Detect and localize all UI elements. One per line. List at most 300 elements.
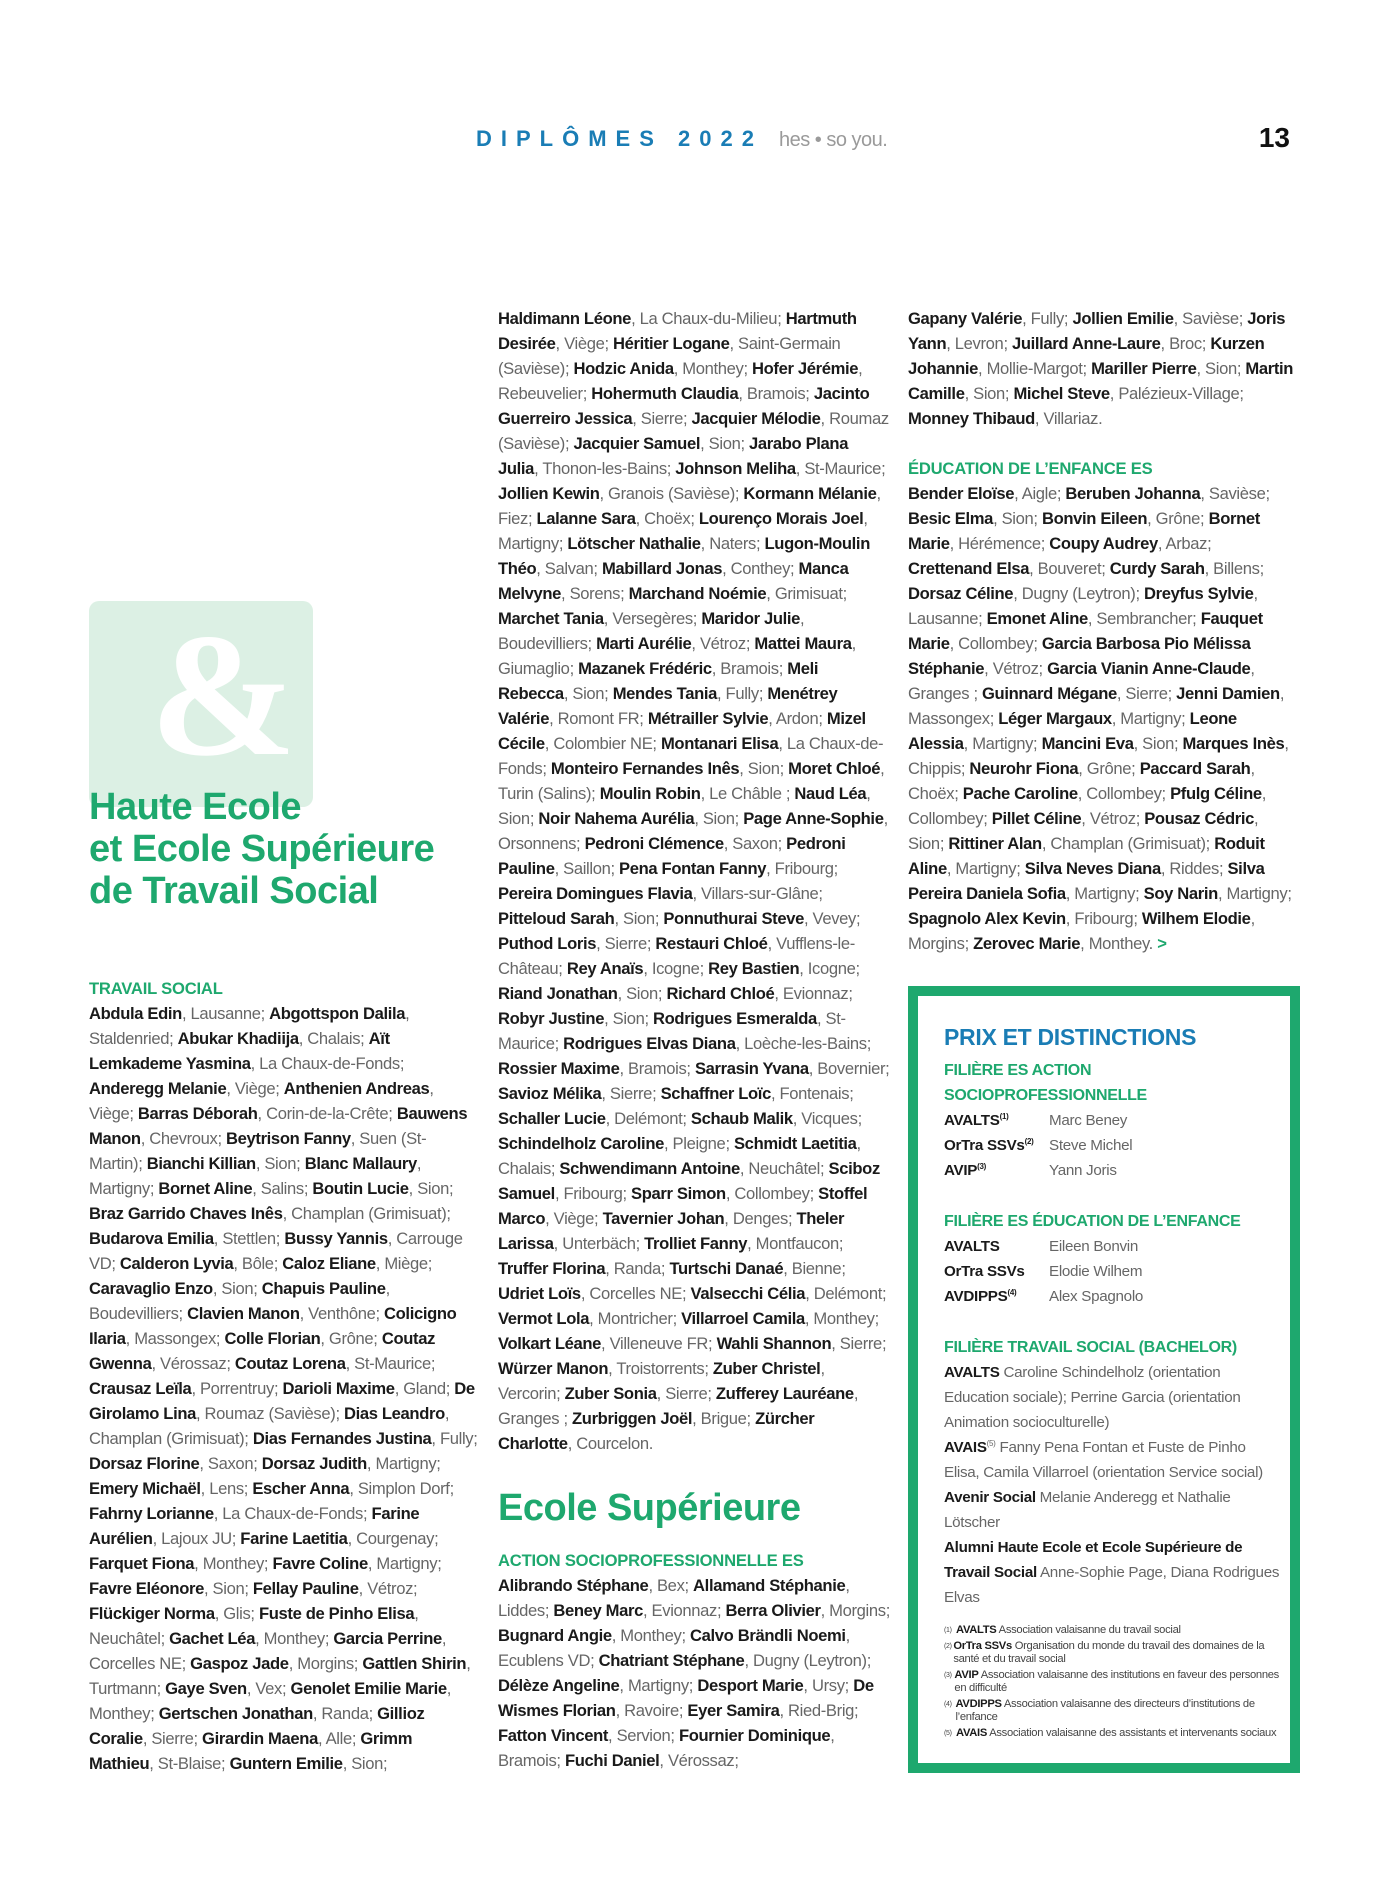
graduate-location: La Chaux-de-Fonds bbox=[259, 1054, 400, 1073]
graduate-location: Fully bbox=[725, 684, 759, 703]
graduate-location: Vex bbox=[255, 1679, 283, 1698]
graduate-location: Sierre bbox=[151, 1729, 194, 1748]
graduate-location: Vétroz bbox=[699, 634, 746, 653]
graduate-location: Morgins bbox=[908, 934, 965, 953]
graduate-location: Sion bbox=[623, 909, 655, 928]
footnote-item bbox=[944, 1727, 1284, 1740]
graduate-name: Jollien Emilie bbox=[1072, 309, 1174, 328]
graduate-location: Villars-sur-Glâne bbox=[701, 884, 819, 903]
graduate-name: Allamand Stéphanie bbox=[693, 1576, 846, 1595]
graduate-location: St-Maurice bbox=[354, 1354, 431, 1373]
graduate-location: Vevey bbox=[812, 909, 856, 928]
graduate-name: Mendes Tania bbox=[612, 684, 718, 703]
graduate-location: Broc bbox=[1169, 334, 1202, 353]
graduate-name: Turtschi Danaé bbox=[669, 1259, 784, 1278]
prize-row bbox=[944, 1158, 1284, 1183]
prix-avalts-entry bbox=[944, 1360, 1284, 1435]
graduate-name: Mattei Maura bbox=[754, 634, 852, 653]
footnote-item bbox=[944, 1669, 1284, 1695]
graduate-location: Troistorrents bbox=[616, 1359, 705, 1378]
graduate-location: Neuchâtel bbox=[89, 1629, 161, 1648]
graduate-name: Emonet Aline bbox=[986, 609, 1088, 628]
prize-winner: Elodie Wilhem bbox=[1049, 1263, 1143, 1280]
graduate-name: Valsecchi Célia bbox=[690, 1284, 806, 1303]
graduate-location: Randa bbox=[613, 1259, 661, 1278]
section-title bbox=[89, 786, 434, 912]
graduate-location: Sierre bbox=[609, 1084, 653, 1103]
graduate-name: Calderon Lyvia bbox=[119, 1254, 234, 1273]
graduate-location: Bramois bbox=[498, 1751, 557, 1770]
graduate-location: Martigny bbox=[498, 534, 559, 553]
graduate-name: Sarrasin Yvana bbox=[694, 1059, 809, 1078]
graduate-name: Martin Camille bbox=[908, 359, 1294, 403]
graduate-location: Champlan (Grimisuat) bbox=[1050, 834, 1206, 853]
graduate-name: Fuste de Pinho Elisa bbox=[258, 1604, 415, 1623]
graduate-name: Silva Neves Diana bbox=[1024, 859, 1161, 878]
graduate-location: Conthey bbox=[730, 559, 791, 578]
graduate-name: Sciboz Samuel bbox=[498, 1159, 880, 1203]
prize-association: AVDIPPS$^{(4)}$ bbox=[944, 1287, 1017, 1305]
graduate-name: Rittiner Alan bbox=[948, 834, 1042, 853]
graduate-location: Lausanne bbox=[190, 1004, 261, 1023]
graduate-location: Roumaz (Savièse) bbox=[498, 409, 889, 453]
graduate-name: Desport Marie bbox=[697, 1676, 804, 1695]
footnote-number: (4) bbox=[944, 1701, 952, 1708]
prize-row bbox=[944, 1133, 1284, 1158]
graduate-name: Fatton Vincent bbox=[498, 1726, 609, 1745]
prix-avalts-text: Caroline Schindelholz (orientation Education sociale); Perrine Garcia (orientation Animation socioculturelle) bbox=[944, 1364, 1241, 1431]
graduate-location: Champlan (Grimisuat) bbox=[291, 1204, 447, 1223]
graduate-location: Fribourg bbox=[1074, 909, 1134, 928]
graduate-location: Saxon bbox=[207, 1454, 254, 1473]
graduate-name: Rossier Maxime bbox=[498, 1059, 620, 1078]
graduate-name: Fellay Pauline bbox=[252, 1579, 359, 1598]
graduate-name: Jacquier Samuel bbox=[573, 434, 701, 453]
graduate-location: Viège bbox=[553, 1209, 595, 1228]
graduate-location: Villeneuve FR bbox=[609, 1334, 709, 1353]
graduate-name: Garcia Perrine bbox=[333, 1629, 442, 1648]
graduate-name: Fuchi Daniel bbox=[564, 1751, 660, 1770]
graduate-location: Naters bbox=[709, 534, 756, 553]
graduate-location: Salins bbox=[260, 1179, 304, 1198]
prix-avais-text: Fanny Pena Fontan et Fuste de Pinho Elisa, Camila Villarroel (orientation Service social) bbox=[944, 1439, 1263, 1481]
graduate-location: Colombier NE bbox=[553, 734, 653, 753]
graduate-location: Turin (Salins) bbox=[498, 784, 592, 803]
graduate-name: Truffer Florina bbox=[498, 1259, 606, 1278]
footnote-text: Organisation du monde du travail des domaines de la santé et du travail social bbox=[953, 1640, 1265, 1665]
graduate-location: Courgenay bbox=[356, 1529, 435, 1548]
footnote-item bbox=[944, 1624, 1284, 1637]
graduate-name: Fahrny Lorianne bbox=[89, 1504, 214, 1523]
graduate-location: Collombey bbox=[908, 809, 984, 828]
graduate-name: Naud Léa bbox=[794, 784, 867, 803]
graduate-name: Haldimann Léone bbox=[498, 309, 632, 328]
graduate-name: Mariller Pierre bbox=[1091, 359, 1197, 378]
graduate-location: Vérossaz bbox=[159, 1354, 227, 1373]
graduate-name: Gaye Sven bbox=[165, 1679, 247, 1698]
graduate-name: Kurzen Johannie bbox=[908, 334, 1265, 378]
graduate-name: Meli Rebecca bbox=[498, 659, 819, 703]
graduate-location: Miège bbox=[384, 1254, 428, 1273]
graduate-name: Jollien Kewin bbox=[498, 484, 600, 503]
graduate-name: Aït Lemkademe Yasmina bbox=[89, 1029, 390, 1073]
prix-ede-rows bbox=[944, 1234, 1284, 1309]
graduate-location: Fribourg bbox=[563, 1184, 623, 1203]
graduate-name: Garcia Vianin Anne-Claude bbox=[1047, 659, 1251, 678]
graduate-name: Zerovec Marie bbox=[973, 934, 1081, 953]
graduate-name: Beytrison Fanny bbox=[226, 1129, 351, 1148]
graduate-location: Martigny bbox=[376, 1554, 438, 1573]
footnotes bbox=[944, 1624, 1284, 1740]
graduate-location: Choëx bbox=[644, 509, 691, 528]
graduate-name: De Wismes Florian bbox=[498, 1676, 874, 1720]
graduate-location: Sion bbox=[708, 434, 741, 453]
graduate-name: Coutaz Gwenna bbox=[89, 1329, 436, 1373]
graduate-location: Corcelles NE bbox=[589, 1284, 682, 1303]
graduate-location: Villariaz bbox=[1043, 409, 1099, 428]
graduate-name: Menétrey Valérie bbox=[498, 684, 838, 728]
graduate-name: Dorsaz Florine bbox=[89, 1454, 200, 1473]
column-3 bbox=[908, 306, 1298, 956]
graduate-location: Vercorin bbox=[498, 1384, 557, 1403]
graduate-location: Chippis bbox=[908, 759, 961, 778]
graduate-name: Boutin Lucie bbox=[312, 1179, 409, 1198]
graduate-name: Anthenien Andreas bbox=[283, 1079, 430, 1098]
prix-asp-heading: FILIÈRE ES ACTION SOCIOPROFESSIONNELLE bbox=[944, 1062, 1147, 1104]
graduate-name: Soy Narin bbox=[1143, 884, 1218, 903]
prix-alumni-text: Anne-Sophie Page, Diana Rodrigues Elvas bbox=[944, 1564, 1280, 1606]
graduate-location: Bramois bbox=[628, 1059, 687, 1078]
graduate-name: Monteiro Fernandes Inês bbox=[550, 759, 740, 778]
graduate-name: Wilhem Elodie bbox=[1141, 909, 1251, 928]
graduate-name: Délèze Angeline bbox=[498, 1676, 620, 1695]
graduate-name: Moret Chloé bbox=[788, 759, 881, 778]
graduate-location: Mollie-Margot bbox=[986, 359, 1083, 378]
graduate-location: Icogne bbox=[807, 959, 856, 978]
graduate-location: Sion bbox=[417, 1179, 450, 1198]
prix-avais-entry bbox=[944, 1435, 1284, 1485]
graduate-location: Sion bbox=[973, 384, 1005, 403]
graduate-location: Sion bbox=[626, 984, 658, 1003]
graduate-name: Chapuis Pauline bbox=[261, 1279, 386, 1298]
graduate-name: Girardin Maena bbox=[202, 1729, 318, 1748]
graduate-location: Collombey bbox=[734, 1184, 810, 1203]
graduate-location: Sion bbox=[908, 834, 940, 853]
graduate-name: Barras Déborah bbox=[137, 1104, 258, 1123]
graduate-name: Pillet Céline bbox=[991, 809, 1082, 828]
graduate-location: Vérossaz bbox=[667, 1751, 735, 1770]
graduate-location: Bramois bbox=[746, 384, 806, 403]
graduate-name: Dorsaz Judith bbox=[261, 1454, 367, 1473]
prix-alumni-entry bbox=[944, 1535, 1284, 1610]
footnote-text: Association valaisanne des directeurs d’institutions de l’enfance bbox=[955, 1698, 1255, 1723]
graduate-name: Dorsaz Céline bbox=[908, 584, 1014, 603]
footnote-number: (3) bbox=[944, 1672, 952, 1679]
graduate-location: Roumaz (Savièse) bbox=[204, 1404, 336, 1423]
graduate-location: Brigue bbox=[700, 1409, 747, 1428]
column-1 bbox=[89, 976, 479, 1776]
graduate-name: Braz Garrido Chaves Inês bbox=[89, 1204, 283, 1223]
prize-winner: Alex Spagnolo bbox=[1049, 1288, 1144, 1305]
graduate-location: Ursy bbox=[811, 1676, 845, 1695]
graduate-name: Page Anne-Sophie bbox=[743, 809, 884, 828]
graduate-name: Wahli Shannon bbox=[716, 1334, 832, 1353]
graduate-location: Billens bbox=[1213, 559, 1260, 578]
graduate-location: Chalais bbox=[498, 1159, 551, 1178]
graduate-name: Guntern Emilie bbox=[229, 1754, 343, 1773]
graduate-location: Levron bbox=[954, 334, 1004, 353]
graduate-location: Lausanne bbox=[908, 609, 979, 628]
graduate-name: Beney Marc bbox=[553, 1601, 643, 1620]
graduate-location: Viège bbox=[234, 1079, 276, 1098]
graduate-location: Massongex bbox=[134, 1329, 216, 1348]
footnote-text: Association valaisanne du travail social bbox=[996, 1624, 1181, 1636]
footnote-ref: (4) bbox=[1007, 1287, 1017, 1297]
graduate-name: Anderegg Melanie bbox=[89, 1079, 227, 1098]
graduate-name: Lugon-Moulin Théo bbox=[498, 534, 870, 578]
graduate-name: Stoffel Marco bbox=[498, 1184, 868, 1228]
graduate-location: Boudevilliers bbox=[498, 634, 588, 653]
prix-avenir-entry bbox=[944, 1485, 1284, 1535]
graduate-location: Courcelon bbox=[576, 1434, 649, 1453]
graduate-name: Berra Olivier bbox=[725, 1601, 821, 1620]
graduate-name: Restauri Chloé bbox=[655, 934, 768, 953]
graduate-name: Caravaglio Enzo bbox=[89, 1279, 213, 1298]
graduate-name: Schaller Lucie bbox=[498, 1109, 606, 1128]
graduate-location: Delémont bbox=[614, 1109, 683, 1128]
graduate-name: Ponnuthurai Steve bbox=[663, 909, 804, 928]
graduate-name: Blanc Mallaury bbox=[304, 1154, 417, 1173]
graduate-name: Guinnard Mégane bbox=[982, 684, 1117, 703]
graduate-location: Salvan bbox=[544, 559, 594, 578]
column-2 bbox=[498, 306, 890, 1773]
graduate-name: Pfulg Céline bbox=[1170, 784, 1262, 803]
graduate-location: Sion bbox=[747, 759, 780, 778]
graduate-location: Bôle bbox=[241, 1254, 274, 1273]
graduate-name: Pousaz Cédric bbox=[1144, 809, 1255, 828]
graduate-location: Liddes bbox=[498, 1601, 545, 1620]
graduate-name: Pena Fontan Fanny bbox=[619, 859, 767, 878]
graduate-location: Icogne bbox=[651, 959, 700, 978]
graduate-name: Favre Coline bbox=[272, 1554, 368, 1573]
graduate-location: Sierre bbox=[665, 1384, 708, 1403]
graduate-location: Bienne bbox=[791, 1259, 842, 1278]
page-number: 13 bbox=[1258, 122, 1290, 153]
graduate-name: Tavernier Johan bbox=[602, 1209, 725, 1228]
graduate-name: Pache Caroline bbox=[962, 784, 1078, 803]
graduate-location: Granges bbox=[498, 1409, 564, 1428]
graduate-name: Lourenço Morais Joel bbox=[698, 509, 864, 528]
graduate-name: Mancini Eva bbox=[1041, 734, 1134, 753]
graduate-name: Udriet Loïs bbox=[498, 1284, 581, 1303]
graduate-name: Zuber Sonia bbox=[564, 1384, 657, 1403]
graduate-name: Rey Anaïs bbox=[566, 959, 644, 978]
graduate-name: Volkart Léane bbox=[498, 1334, 602, 1353]
continue-arrow-icon: > bbox=[1152, 934, 1167, 953]
graduate-name: Puthod Loris bbox=[498, 934, 597, 953]
graduate-name: Rey Bastien bbox=[708, 959, 800, 978]
graduate-name: Gillioz Coralie bbox=[89, 1704, 425, 1748]
graduate-location: Martigny bbox=[1120, 709, 1182, 728]
graduate-location: Saxon bbox=[732, 834, 778, 853]
prize-row bbox=[944, 1234, 1284, 1259]
graduate-name: Bornet Marie bbox=[908, 509, 1260, 553]
header-tagline: hes • so you. bbox=[778, 129, 888, 151]
graduate-name: Pereira Domingues Flavia bbox=[498, 884, 693, 903]
graduate-location: Le Châble bbox=[709, 784, 786, 803]
footnote-number: (5) bbox=[944, 1730, 952, 1737]
graduate-name: Jacinto Guerreiro Jessica bbox=[498, 384, 870, 428]
graduate-name: Caloz Eliane bbox=[282, 1254, 376, 1273]
travail-social-heading: TRAVAIL SOCIAL bbox=[89, 979, 223, 998]
graduate-name: Neurohr Fiona bbox=[969, 759, 1079, 778]
graduate-name: Trolliet Fanny bbox=[644, 1234, 748, 1253]
graduate-name: Gattlen Shirin bbox=[362, 1654, 467, 1673]
graduate-location: Bramois bbox=[720, 659, 779, 678]
graduate-name: Marchet Tania bbox=[498, 609, 604, 628]
graduate-name: Joris Yann bbox=[908, 309, 1286, 353]
prize-association: AVALTS$^{(1)}$ bbox=[944, 1111, 1009, 1129]
graduate-location: Sion bbox=[264, 1154, 297, 1173]
graduate-name: Pedroni Clémence bbox=[584, 834, 724, 853]
prize-association: OrTra SSVs bbox=[944, 1263, 1025, 1280]
graduate-location: Corin-de-la-Crête bbox=[266, 1104, 389, 1123]
graduate-location: Dugny (Leytron) bbox=[752, 1651, 867, 1670]
footnote-number: (1) bbox=[944, 1627, 952, 1634]
graduate-location: Pleigne bbox=[672, 1134, 726, 1153]
graduate-location: Neuchâtel bbox=[748, 1159, 820, 1178]
graduate-name: Budarova Emilia bbox=[89, 1229, 214, 1248]
graduate-name: Mabillard Jonas bbox=[601, 559, 723, 578]
graduate-name: Kormann Mélanie bbox=[743, 484, 877, 503]
graduate-name: Sparr Simon bbox=[631, 1184, 726, 1203]
graduate-name: Darioli Maxime bbox=[282, 1379, 395, 1398]
graduate-location: Fully bbox=[1030, 309, 1064, 328]
graduate-location: Fully bbox=[439, 1429, 474, 1448]
graduate-name: Genolet Emilie Marie bbox=[290, 1679, 447, 1698]
graduate-location: Vétroz bbox=[367, 1579, 414, 1598]
graduate-location: Thonon-les-Bains bbox=[542, 459, 667, 478]
graduate-location: Glis bbox=[223, 1604, 251, 1623]
footnote-abbr: AVIP bbox=[954, 1669, 979, 1681]
graduate-location: La Chaux-de-Fonds bbox=[222, 1504, 364, 1523]
graduate-name: Silva Pereira Daniela Sofia bbox=[908, 859, 1265, 903]
graduate-location: Turtmann bbox=[89, 1679, 157, 1698]
graduate-name: Leone Alessia bbox=[908, 709, 1237, 753]
footnote-ref: (3) bbox=[977, 1161, 987, 1171]
graduate-name: Favre Eléonore bbox=[89, 1579, 204, 1598]
graduate-location: Monthey bbox=[202, 1554, 264, 1573]
prize-winner: Eileen Bonvin bbox=[1049, 1238, 1138, 1255]
graduate-location: Lens bbox=[209, 1479, 244, 1498]
prize-association: OrTra SSVs$^{(2)}$ bbox=[944, 1136, 1034, 1154]
graduate-location: Martigny bbox=[1226, 884, 1288, 903]
graduate-location: Sion bbox=[1001, 509, 1034, 528]
graduate-location: Venthône bbox=[308, 1304, 376, 1323]
graduate-location: Sierre bbox=[1125, 684, 1168, 703]
footnote-number: (2) bbox=[944, 1643, 952, 1650]
graduate-location: Stettlen bbox=[222, 1229, 276, 1248]
graduate-location: Staldenried bbox=[89, 1029, 170, 1048]
graduate-name: Zuber Christel bbox=[712, 1359, 821, 1378]
graduate-name: Bussy Yannis bbox=[284, 1229, 388, 1248]
graduate-location: Sierre bbox=[640, 409, 683, 428]
graduate-location: Vicques bbox=[801, 1109, 858, 1128]
section-title-line: et Ecole Supérieure bbox=[89, 828, 435, 870]
ecole-superieure-title: Ecole Supérieure bbox=[498, 1487, 801, 1529]
graduate-location: Sion bbox=[498, 809, 530, 828]
graduate-name: Lötscher Nathalie bbox=[567, 534, 701, 553]
graduate-location: Sion bbox=[702, 809, 735, 828]
graduate-location: Montfaucon bbox=[755, 1234, 839, 1253]
graduate-location: Servion bbox=[616, 1726, 671, 1745]
graduate-location: Bex bbox=[656, 1576, 685, 1595]
footnote-abbr: AVAIS bbox=[956, 1727, 988, 1739]
graduate-location: Grône bbox=[1155, 509, 1201, 528]
graduate-name: Bender Eloïse bbox=[908, 484, 1015, 503]
graduate-location: Denges bbox=[732, 1209, 788, 1228]
graduate-name: Gachet Léa bbox=[169, 1629, 256, 1648]
prize-association: AVIP$^{(3)}$ bbox=[944, 1161, 987, 1179]
footnote-abbr: AVDIPPS bbox=[955, 1698, 1002, 1710]
graduate-location: Savièse bbox=[1182, 309, 1239, 328]
graduate-location: Dugny (Leytron) bbox=[1021, 584, 1136, 603]
graduate-name: De Girolamo Lina bbox=[89, 1379, 475, 1423]
prix-avenir-text: Melanie Anderegg et Nathalie Lötscher bbox=[944, 1489, 1231, 1531]
graduate-name: Robyr Justine bbox=[498, 1009, 605, 1028]
prize-row bbox=[944, 1284, 1284, 1309]
graduate-location: St-Blaise bbox=[157, 1754, 222, 1773]
graduate-location: Vétroz bbox=[992, 659, 1039, 678]
graduate-location: St-Maurice bbox=[804, 459, 882, 478]
graduate-name: Maridor Julie bbox=[701, 609, 801, 628]
graduate-location: Choëx bbox=[908, 784, 955, 803]
graduate-location: Monthey bbox=[620, 1626, 682, 1645]
graduate-location: Simplon Dorf bbox=[357, 1479, 450, 1498]
graduate-name: Zurbriggen Joël bbox=[572, 1409, 693, 1428]
graduate-name: Chatriant Stéphane bbox=[598, 1651, 745, 1670]
graduate-name: Beruben Johanna bbox=[1065, 484, 1201, 503]
graduate-location: Unterbäch bbox=[562, 1234, 636, 1253]
graduate-location: Martigny bbox=[972, 734, 1034, 753]
travail-social-list: Abdula Edin, Lausanne; Abgottspon Dalila, Staldenried; Abukar Khadiija, Chalais; Aït Lemkademe Yasmina, La Chaux-de-Fonds; Anderegg Melanie, Viège; Anthenien Andreas, Viège; Barras Déborah, Corin-de-la-Crête; Bauwens Manon, Chevroux; Beytrison Fanny, Suen (St-Martin); Bianchi Killian, Sion; Blanc Mallaury, Martigny; Bornet Aline, Salins; Boutin Lucie, Sion; Braz Garrido Chaves Inês, Champlan (Grimisuat); Budarova Emilia, Stettlen; Bussy Yannis, Carrouge VD; Calderon Lyvia, Bôle; Caloz Eliane, Miège; Caravaglio Enzo, Sion; Chapuis Pauline, Boudevilliers; Clavien Manon, Venthône; Colicigno Ilaria, Massongex; Colle Florian, Grône; Coutaz Gwenna, Vérossaz; Coutaz Lorena, St-Maurice; Crausaz Leïla, Porrentruy; Darioli Maxime, Gland; De Girolamo Lina, Roumaz (Savièse); Dias Leandro, Champlan (Grimisuat); Dias Fernandes Justina, Fully; Dorsaz Florine, Saxon; Dorsaz Judith, Martigny; Emery Michaël, Lens; Escher Anna, Simplon Dorf; Fahrny Lorianne, La Chaux-de-Fonds; Farine Aurélien, Lajoux JU; Farine Laetitia, Courgenay; Farquet Fiona, Monthey; Favre Coline, Martigny; Favre Eléonore, Sion; Fellay Pauline, Vétroz; Flückiger Norma, Glis; Fuste de Pinho Elisa, Neuchâtel; Gachet Léa, Monthey; Garcia Perrine, Corcelles NE; Gaspoz Jade, Morgins; Gattlen Shirin, Turtmann; Gaye Sven, Vex; Genolet Emilie Marie, Monthey; Gertschen Jonathan, Randa; Gillioz Coralie, Sierre; Girardin Maena, Alle; Grimm Mathieu, St-Blaise; Guntern Emilie, Sion; bbox=[89, 1004, 478, 1773]
graduate-name: Monney Thibaud bbox=[908, 409, 1035, 428]
graduate-name: Alibrando Stéphane bbox=[498, 1576, 649, 1595]
graduate-location: Orsonnens bbox=[498, 834, 577, 853]
graduate-name: Zürcher Charlotte bbox=[498, 1409, 815, 1453]
graduate-location: Corcelles NE bbox=[89, 1654, 182, 1673]
graduate-location: Saillon bbox=[563, 859, 611, 878]
graduate-location: Collombey bbox=[958, 634, 1034, 653]
graduate-location: Sion bbox=[572, 684, 605, 703]
graduate-location: Morgins bbox=[829, 1601, 886, 1620]
graduate-name: Rodrigues Elvas Diana bbox=[563, 1034, 736, 1053]
prix-avalts-label: AVALTS bbox=[944, 1364, 1000, 1381]
prize-association: AVALTS bbox=[944, 1238, 1000, 1255]
graduate-location: Sion bbox=[1142, 734, 1174, 753]
graduate-name: Farine Laetitia bbox=[240, 1529, 348, 1548]
graduate-location: Vufflens-le-Château bbox=[498, 934, 855, 978]
graduate-location: Delémont bbox=[813, 1284, 882, 1303]
graduate-location: Viège bbox=[564, 334, 605, 353]
graduate-name: Jarabo Plana Julia bbox=[498, 434, 849, 478]
prize-row bbox=[944, 1259, 1284, 1284]
graduate-location: Ravoire bbox=[624, 1701, 679, 1720]
education-enfance-list: Bender Eloïse, Aigle; Beruben Johanna, Savièse; Besic Elma, Sion; Bonvin Eileen, Grône; Bornet Marie, Hérémence; Coupy Audrey, Arbaz; Crettenand Elsa, Bouveret; Curdy Sarah, Billens; Dorsaz Céline, Dugny (Leytron); Dreyfus Sylvie, Lausanne; Emonet Aline, Sembrancher; Fauquet Marie, Collombey; Garcia Barbosa Pio Mélissa Stéphanie, Vétroz; Garcia Vianin Anne-Claude, Granges ; Guinnard Mégane, Sierre; Jenni Damien, Massongex; Léger Margaux, Martigny; Leone Alessia, Martigny; Mancini Eva, Sion; Marques Inès, Chippis; Neurohr Fiona, Grône; Paccard Sarah, Choëx; Pache Caroline, Collombey; Pfulg Céline, Collombey; Pillet Céline, Vétroz; Pousaz Cédric, Sion; Rittiner Alan, Champlan (Grimisuat); Roduit Aline, Martigny; Silva Neves Diana, Riddes; Silva Pereira Daniela Sofia, Martigny; Soy Narin, Martigny; Spagnolo Alex Kevin, Fribourg; Wilhem Elodie, Morgins; Zerovec Marie, Monthey. > bbox=[908, 484, 1292, 953]
graduate-location: Sierre bbox=[604, 934, 647, 953]
graduate-name: Marti Aurélie bbox=[596, 634, 692, 653]
footnote-item bbox=[944, 1698, 1284, 1724]
